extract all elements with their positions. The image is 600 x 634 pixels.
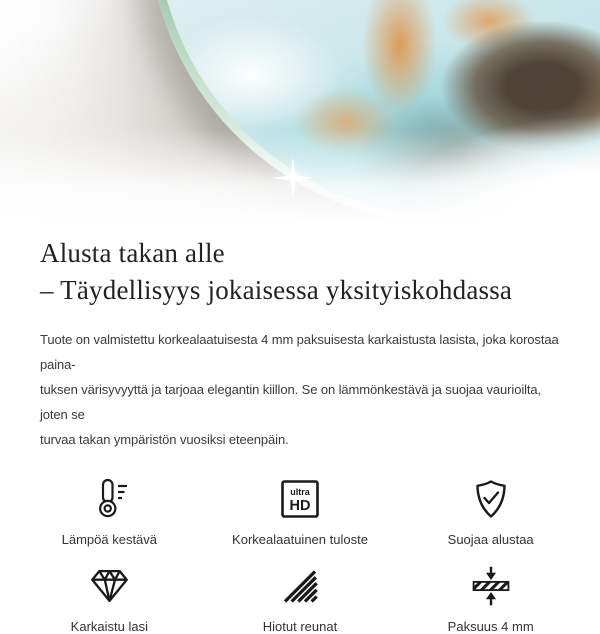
thermometer-icon xyxy=(87,476,131,522)
feature-protects-base xyxy=(395,476,586,547)
heading-line-2: – Täydellisyys jokaisessa yksityiskohdassa xyxy=(40,275,513,305)
diamond-icon xyxy=(86,563,133,609)
sparkle-highlight-icon xyxy=(271,156,315,200)
feature-label: Hiotut reunat xyxy=(262,619,338,634)
polished-edges-icon xyxy=(280,563,320,609)
ultra-hd-icon xyxy=(278,476,322,522)
feature-ultra-hd-print xyxy=(205,476,396,547)
ultra-hd-badge-bottom: HD xyxy=(289,498,311,515)
feature-label: Lämpöä kestävä xyxy=(61,532,158,548)
section-heading xyxy=(40,235,560,309)
feature-grid xyxy=(14,476,586,634)
feature-label: Suojaa alustaa xyxy=(447,532,534,548)
feature-heat-resistant xyxy=(14,476,205,547)
feature-label: Karkaistu lasi xyxy=(70,619,148,634)
paragraph-line: Tuote on valmistettu korkealaatuisesta 4 mm paksuisesta karkaistusta lasista, joka korostaa paina- xyxy=(40,332,559,373)
feature-polished-edges xyxy=(205,563,396,634)
thickness-4mm-icon xyxy=(469,563,513,609)
shield-check-icon xyxy=(469,476,513,522)
feature-tempered-glass xyxy=(14,563,205,634)
feature-label: Paksuus 4 mm xyxy=(447,619,534,634)
feature-thickness-4mm xyxy=(395,563,586,634)
ultra-hd-badge-top: ultra xyxy=(290,487,310,498)
product-photo xyxy=(0,0,600,232)
heading-line-1: Alusta takan alle xyxy=(40,238,225,268)
description-paragraph xyxy=(40,327,560,452)
paragraph-line: tuksen värisyvyyttä ja tarjoaa elegantin kiillon. Se on lämmönkestävä ja suojaa vaurioilta, joten se xyxy=(40,382,542,423)
paragraph-line: turvaa takan ympäristön vuosiksi eteenpäin. xyxy=(40,432,289,448)
feature-label: Korkealaatuinen tuloste xyxy=(232,532,368,548)
